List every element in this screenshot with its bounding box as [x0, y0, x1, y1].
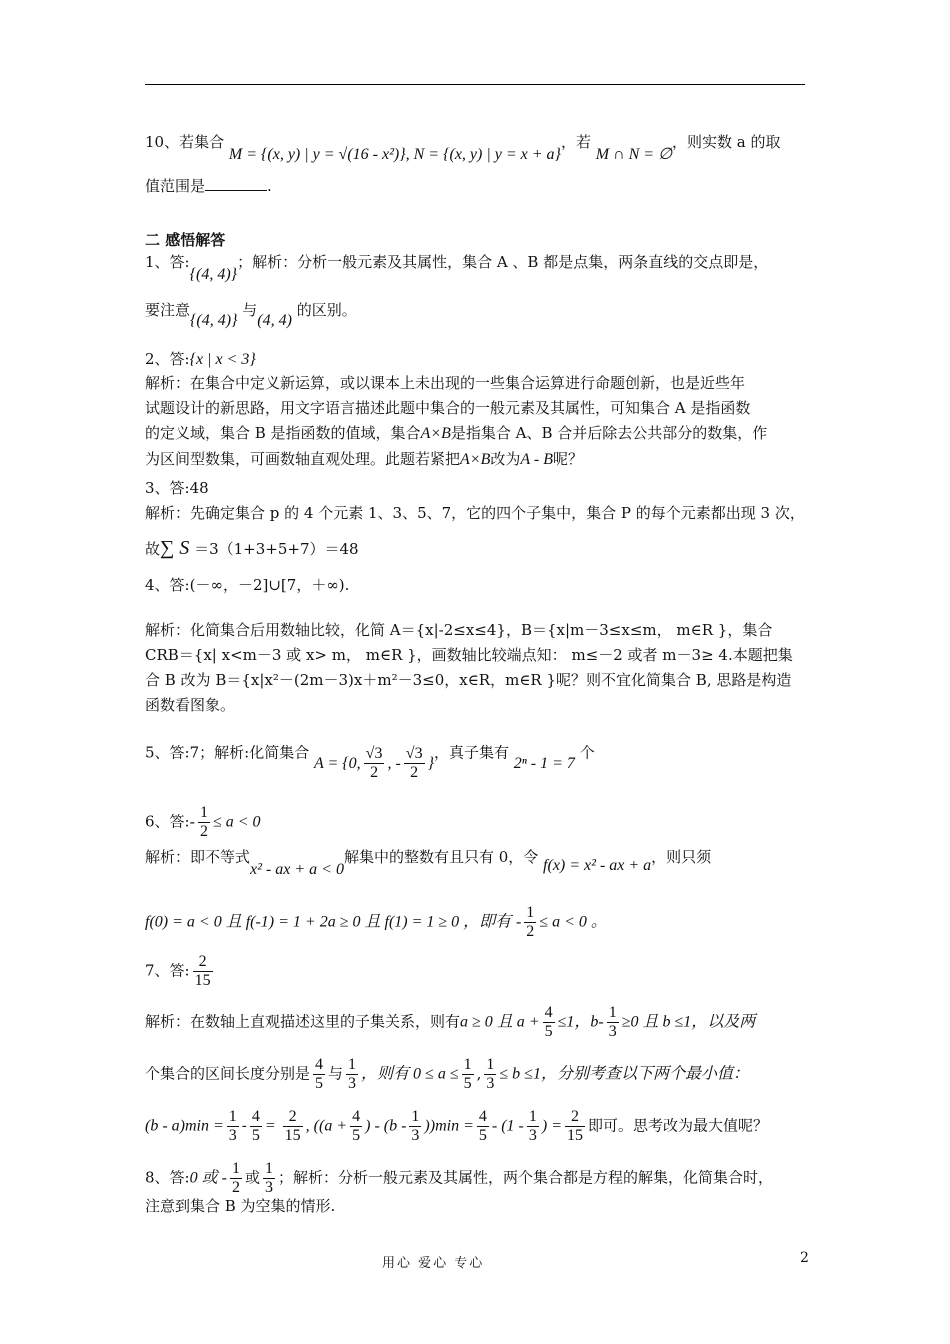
- a7-l3-f45-den: 5: [251, 1127, 260, 1144]
- header-rule: [145, 84, 805, 85]
- a5-frac1-den: 2: [370, 764, 379, 781]
- a3-answer-line: [145, 478, 209, 498]
- a1-line1: [145, 252, 769, 283]
- a1-label: 1、答:: [145, 253, 190, 271]
- a6-rest: ≤ a < 0: [212, 813, 261, 831]
- a5-line: [145, 735, 595, 781]
- a7-f15-num: 1: [463, 1056, 472, 1073]
- a1-l2-set: {(4, 4)}: [190, 312, 238, 329]
- a3-sum: ∑ S: [160, 537, 190, 559]
- a2-l2: 试题设计的新思路，用文字语言描述此题中集合的一般元素及其属性，可知集合 A 是指函数: [145, 399, 751, 417]
- a3-l2a: 故: [145, 540, 161, 558]
- a5-frac1-num: √3: [365, 745, 383, 762]
- a7-label: 7、答:: [145, 961, 190, 980]
- a7-l1c: ≤1，b-: [557, 1013, 604, 1031]
- a6-l1: [145, 847, 712, 878]
- a7-l2-f45-num: 4: [315, 1056, 324, 1073]
- q10-end: .: [267, 177, 272, 195]
- a7-l2: 个集合的区间长度分别是 $\frac{4}{5}$ 与 $\frac{1}{3}$ ，则有 0 ≤ a ≤ $\frac{1}{5}$ , $\frac{1}{3}$ ≤ b ≤1，分别考查以下两个最小值：: [145, 1056, 749, 1092]
- a7-f45-num: 4: [544, 1004, 553, 1021]
- a7-l3-res2-num: 2: [565, 1108, 585, 1127]
- answer-blank: [205, 176, 267, 191]
- a4-l1: 解析：化简集合后用数轴比较，化简 A＝{x|-2≤x≤4}，B＝{x|m－3≤x≤m， m∈R }，集合: [145, 621, 773, 639]
- a4-l3: 合 B 改为 B＝{x|x²－(2m－3)x＋m²－3≤0，x∈R，m∈R }呢？则不宜化简集合 B, 思路是构造: [145, 671, 792, 689]
- a2-l3: [145, 423, 767, 444]
- a7-l2-f13b-den: 3: [486, 1075, 495, 1092]
- q10-line2-text: 值范围是: [145, 177, 206, 195]
- q10-line1: [145, 132, 781, 163]
- a2-l4a: 为区间型数集，可画数轴直观处理。此题若紧把: [145, 450, 461, 468]
- a2-label: 2、答:: [145, 350, 190, 368]
- q10-mid: ，若: [560, 133, 591, 151]
- a4-answer-line: [145, 575, 349, 595]
- a7-l1b: a ≥ 0 且 a +: [460, 1013, 540, 1031]
- a2-l3b: 是指集合 A、B 合并后除去公共部分的数集，作: [450, 424, 768, 442]
- a3-l2: [145, 538, 359, 559]
- a7-l3-f13c-den: 3: [528, 1127, 537, 1144]
- a2-l4m1: A×B: [460, 451, 491, 468]
- a7-l3d: ) - (b -: [365, 1117, 407, 1135]
- a1-l2b: 与: [242, 301, 258, 319]
- a7-l2-f13-den: 3: [348, 1075, 357, 1092]
- a7-f13-den: 3: [608, 1023, 617, 1040]
- a7-answer-line: [145, 953, 216, 990]
- a7-l2-f13b-num: 1: [486, 1056, 495, 1073]
- a5-set-a: A = {0,: [313, 754, 361, 772]
- a3-label: 3、答:: [145, 479, 190, 497]
- q10-condition: M ∩ N = ∅: [595, 146, 673, 163]
- a4-label: 4、答:: [145, 576, 190, 594]
- q10-prefix: 10、若集合: [145, 133, 225, 151]
- a6-function: f(x) = x² - ax + a: [543, 857, 652, 874]
- a6-l1b: 解集中的整数有且只有 0，令: [343, 848, 539, 866]
- a7-l1a: 解析：在数轴上直观描述这里的子集关系，则有: [145, 1012, 461, 1031]
- a1-answer: {(4, 4)}: [189, 266, 238, 283]
- a7-l3-f13-num: 1: [228, 1108, 237, 1125]
- a7-l3e: ))min =: [424, 1117, 474, 1135]
- section-title: 二 感悟解答: [145, 231, 226, 249]
- q10-sets: M = {(x, y) | y = √(16 - x²)}, N = {(x, y) | y = x + a}: [228, 146, 561, 163]
- a5-unit: 个: [579, 743, 595, 762]
- a6-den: 2: [199, 823, 208, 840]
- footer-motto: 用心 爱心 专心: [382, 1256, 485, 1271]
- a7-l3a: (b - a)min =: [145, 1117, 224, 1135]
- a2-l4: [145, 449, 583, 470]
- a7-l3-res2-den: 15: [566, 1127, 583, 1144]
- a6-l2-num: 1: [526, 904, 535, 921]
- a7-f13-num: 1: [608, 1004, 617, 1021]
- a7-l3f: - (1 -: [491, 1117, 524, 1135]
- a6-l2: f(0) = a < 0 且 f(-1) = 1 + 2a ≥ 0 且 f(1) = 1 ≥ 0 ，即有: [145, 913, 512, 931]
- q10-suffix: ，则实数 a 的取: [672, 133, 781, 151]
- a7-l3-f45-num: 4: [251, 1108, 260, 1125]
- a8-or: 或: [244, 1168, 260, 1187]
- a7-l3-f45b-den: 5: [352, 1127, 361, 1144]
- a7-l3-f45c-num: 4: [478, 1108, 487, 1125]
- a4-l2: CRB＝{x| x<m－3 或 x> m， m∈R }，画数轴比较端点知： m≤－2 或者 m－3≥ 4.本题把集: [145, 646, 793, 664]
- a5-mid: , -: [387, 754, 401, 772]
- a8-answer-a: 0 或 -: [189, 1169, 227, 1187]
- a7-l2e: ≤ b ≤1，分别考查以下两个最小值：: [499, 1065, 749, 1083]
- a8-line1: [145, 1160, 773, 1197]
- a2-l4c: 呢？: [552, 450, 583, 468]
- a6-minus: -: [189, 813, 195, 831]
- a2-l3m: A×B: [420, 425, 451, 442]
- a5-end: }: [427, 754, 434, 772]
- a7-l3b: =: [264, 1117, 280, 1135]
- a2-answer-line: [145, 349, 256, 370]
- a6-l2-den: 2: [526, 923, 535, 940]
- a5-formula: 2ⁿ - 1 = 7: [513, 754, 575, 772]
- a7-l3: (b - a)min = $\frac{1}{3}$ - $\frac{4}{5}$ = $\frac{2}{15}$ , ((a + $\frac{4}{5}$ ) - (b - $\frac{1}{3}$ ))min = $\frac{4}{5}$ - (1 - $\frac{1}{3}$ ) = $\frac{2}{15}$ 即可。思考改为最大值呢？: [145, 1108, 768, 1144]
- a3-answer: 48: [189, 479, 209, 497]
- a2-l3a: 的定义域，集合 B 是指函数的值域，集合: [145, 424, 421, 442]
- a1-l2c: 的区别。: [296, 301, 357, 319]
- a7-l3-f13-den: 3: [228, 1127, 237, 1144]
- a6-l1a: 解析：即不等式: [145, 848, 251, 866]
- a6-answer-line: [145, 804, 261, 841]
- a7-l3-res-num: 2: [283, 1108, 303, 1127]
- a1-text: ；解析：分析一般元素及其属性，集合 A 、B 都是点集，两条直线的交点即是，: [237, 253, 769, 271]
- a8-label: 8、答:: [145, 1168, 190, 1187]
- a7-l3h: 即可。思考改为最大值呢？: [587, 1116, 768, 1135]
- a7-l1d: ≥0 且 b ≤1，以及两: [621, 1013, 756, 1031]
- a8-f1-den: 2: [231, 1179, 240, 1196]
- a6-l1c: ，则只须: [651, 848, 712, 866]
- a8-l2: 注意到集合 B 为空集的情形.: [145, 1197, 336, 1215]
- a7-l1: [145, 1004, 755, 1041]
- a5-frac2-den: 2: [410, 764, 419, 781]
- a6-inequality: x² - ax + a < 0: [250, 861, 344, 878]
- a1-l2a: 要注意: [145, 301, 191, 319]
- a7-l3-f13b-num: 1: [411, 1108, 420, 1125]
- a7-l2c: ，则有 0 ≤ a ≤: [361, 1065, 459, 1083]
- a2-l1: 解析：在集合中定义新运算，或以课本上未出现的一些集合运算进行命题创新，也是近些年: [145, 374, 746, 392]
- a5-text: ，真子集有: [433, 743, 509, 762]
- a5-frac2-num: √3: [405, 745, 423, 762]
- a3-l1: 解析：先确定集合 p 的 4 个元素 1、3、5、7，它的四个子集中，集合 P 的每个元素都出现 3 次，: [145, 504, 805, 522]
- a6-num: 1: [199, 804, 208, 821]
- a4-answer: (－∞，－2]∪[7，＋∞).: [189, 576, 350, 594]
- a1-line2: [145, 300, 357, 329]
- a8-f1-num: 1: [231, 1160, 240, 1177]
- q10-line2: [145, 176, 272, 196]
- a8-f2-den: 3: [264, 1179, 273, 1196]
- page-number: 2: [800, 1250, 809, 1266]
- a3-l2b: ＝3（1+3+5+7）＝48: [194, 540, 359, 558]
- a7-l3-f45b-num: 4: [352, 1108, 361, 1125]
- a6-l2-rest: ≤ a < 0 。: [539, 913, 607, 931]
- a8-f2-num: 1: [264, 1160, 273, 1177]
- a7-f45-den: 5: [544, 1023, 553, 1040]
- a2-l4m2: A - B: [520, 451, 553, 468]
- a6-label: 6、答:: [145, 812, 190, 831]
- a7-l3-f13c-num: 1: [528, 1108, 537, 1125]
- a5-label: 5、答:7；解析:化简集合: [145, 743, 310, 762]
- a4-l4: 函数看图象。: [145, 696, 236, 714]
- a7-l3c: , ((a +: [305, 1117, 348, 1135]
- a6-l2: f(0) = a < 0 且 f(-1) = 1 + 2a ≥ 0 且 f(1) = 1 ≥ 0 ，即有 - $\frac{1}{2}$ ≤ a < 0 。: [145, 904, 607, 940]
- a7-l2a: 个集合的区间长度分别是: [145, 1064, 311, 1083]
- a7-l3-f45c-den: 5: [478, 1127, 487, 1144]
- a7-num: 2: [193, 953, 213, 972]
- a1-l2-pt: (4, 4): [257, 312, 292, 329]
- a7-l3-res-den: 15: [284, 1127, 301, 1144]
- a7-l3-f13b-den: 3: [411, 1127, 420, 1144]
- a8-text: ；解析：分析一般元素及其属性，两个集合都是方程的解集，化简集合时，: [277, 1168, 773, 1187]
- a7-f15-den: 5: [463, 1075, 472, 1092]
- a7-l2-f45-den: 5: [315, 1075, 324, 1092]
- a7-l3g: ) =: [541, 1117, 562, 1135]
- a7-l2-f13-num: 1: [348, 1056, 357, 1073]
- a2-l4b: 改为: [490, 450, 521, 468]
- a7-den: 15: [194, 972, 211, 989]
- a7-l2b: 与: [328, 1064, 344, 1083]
- a2-answer: {x | x < 3}: [189, 351, 256, 368]
